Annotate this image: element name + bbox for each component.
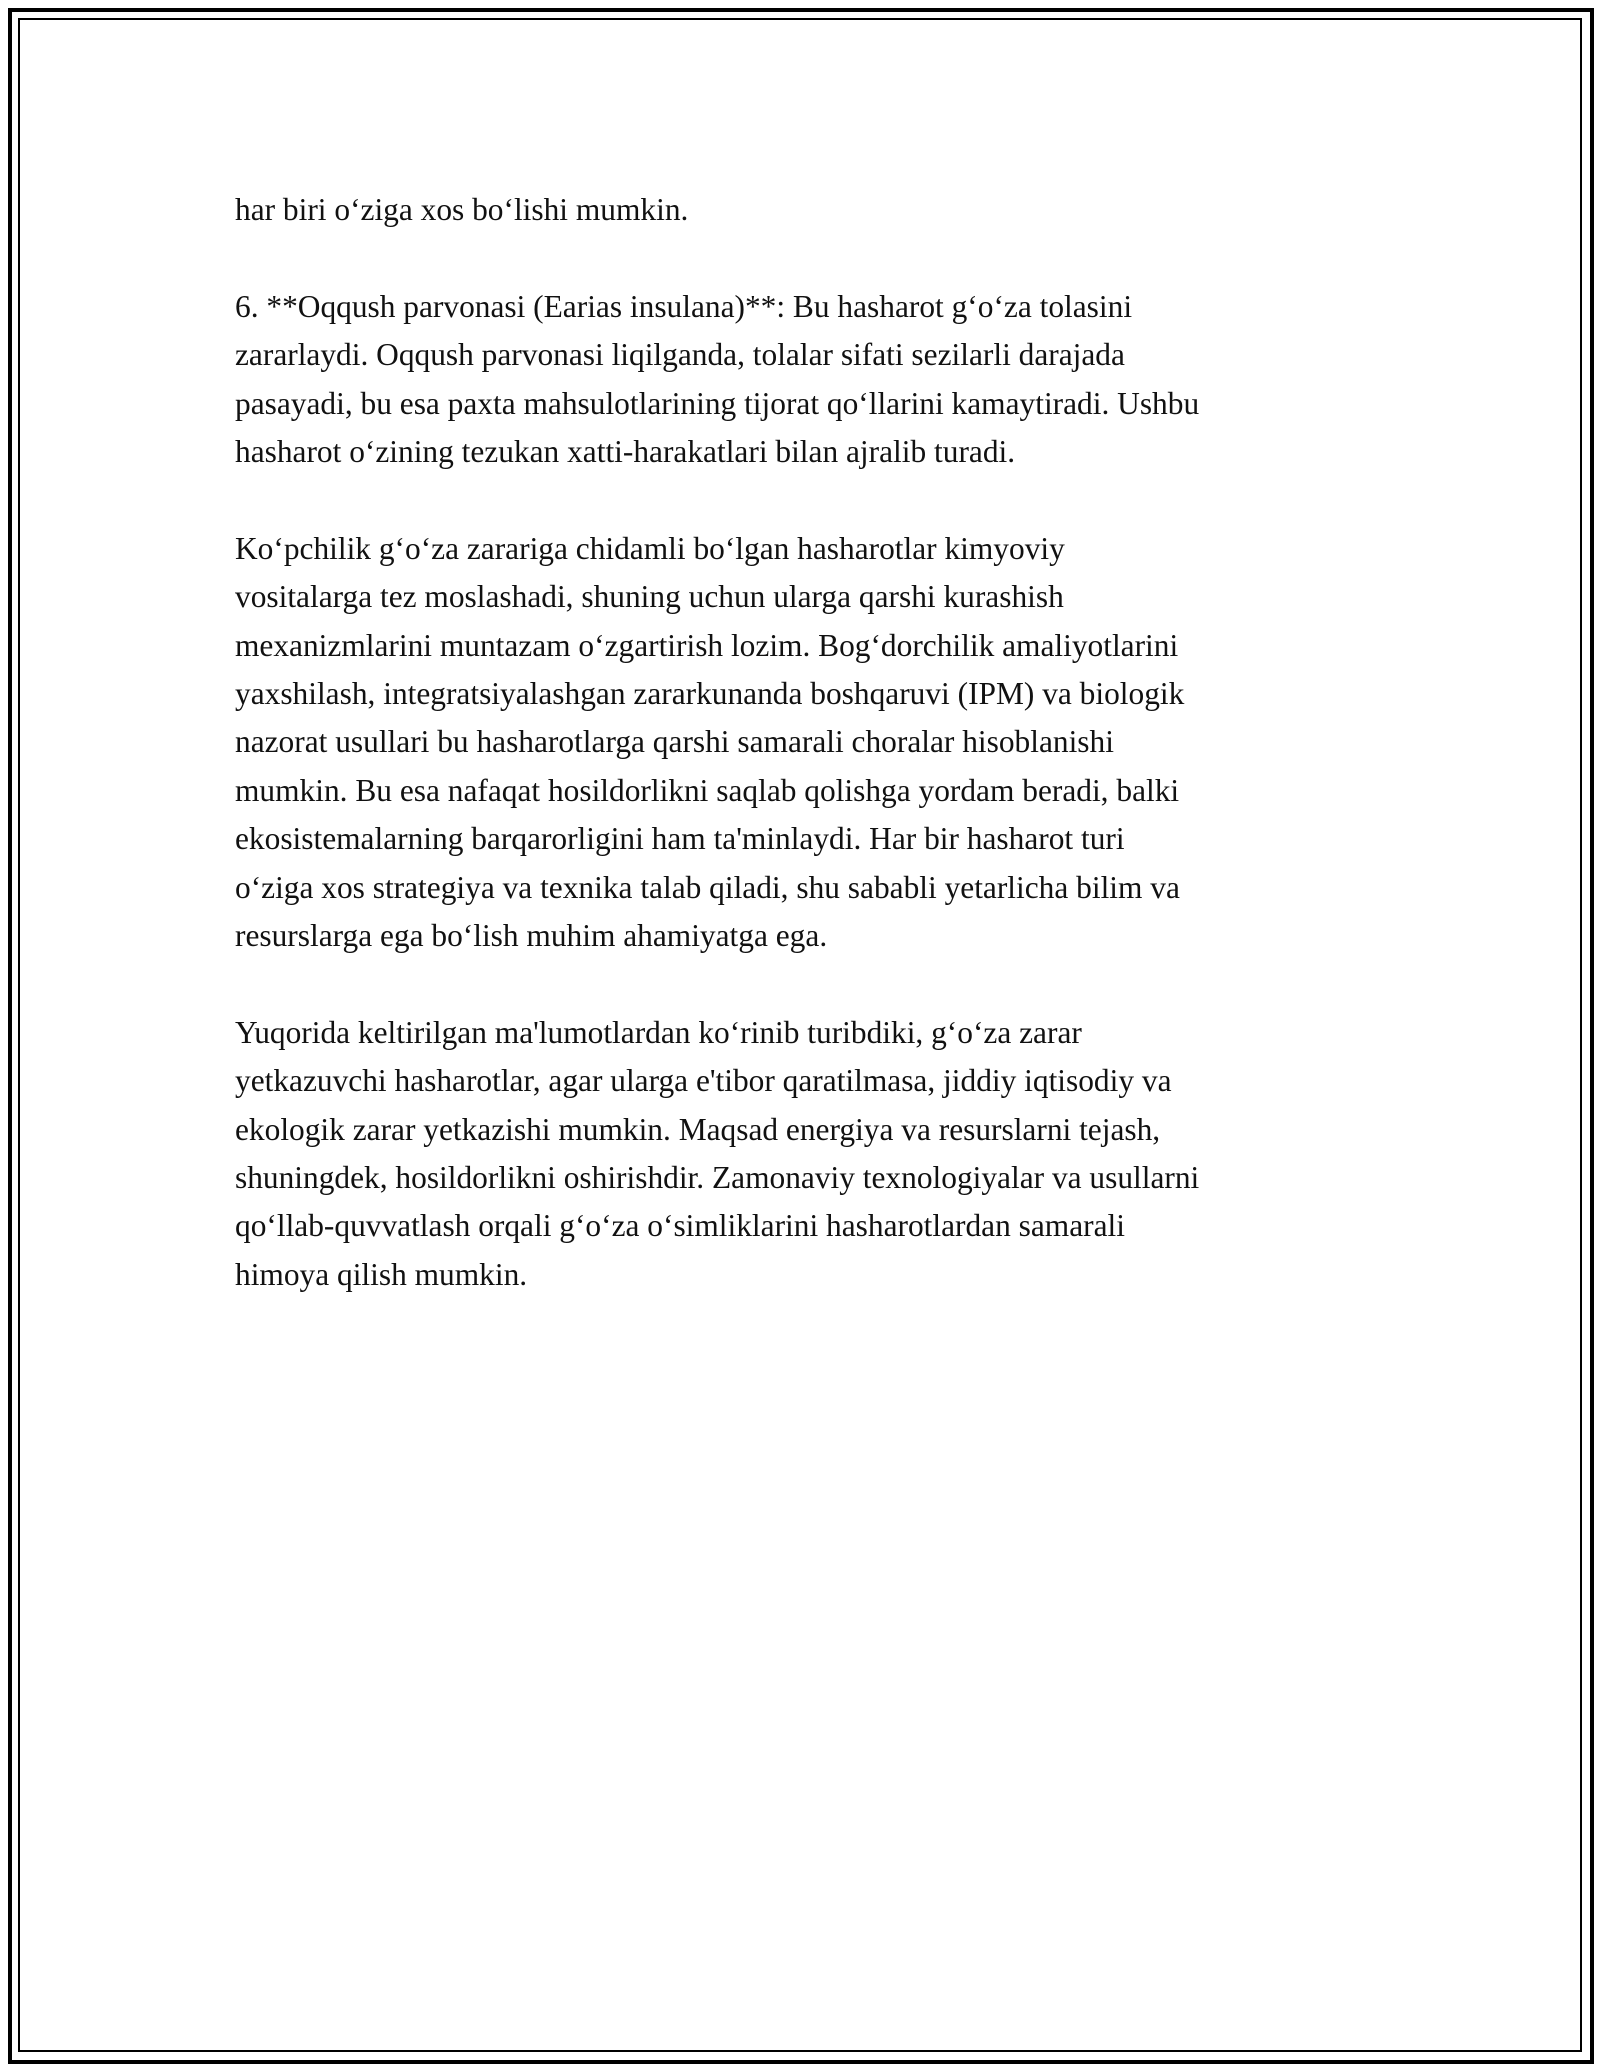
paragraph-resistance-management: Ko‘pchilik g‘o‘za zarariga chidamli bo‘lgan hasharotlar kimyoviy vositalarga tez moslashadi, shuning uchun ularga qarshi kurashish mexanizmlarini muntazam o‘zgartirish lozim. Bog‘dorchilik amaliyotlarini yaxshilash, integratsiyalashgan zararkunanda boshqaruvi (IPM) va biologik nazorat usullari bu hasharotlarga qarshi samarali choralar hisoblanishi mumkin. Bu esa nafaqat hosildorlikni saqlab qolishga yordam beradi, balki ekosistemalarning barqarorligini ham ta'minlaydi. Har bir hasharot turi o‘ziga xos strategiya va texnika talab qiladi, shu sababli yetarlicha bilim va resurslarga ega bo‘lish muhim ahamiyatga ega. — [235, 530, 1185, 954]
paragraph-oqqush-parvonasi: 6. **Oqqush parvonasi (Earias insulana)**: Bu hasharot g‘o‘za tolasini zararlaydi. Oqqush parvonasi liqilganda, tolalar sifati sezilarli darajada pasayadi, bu esa paxta mahsulotlarining tijorat qo‘llarini kamaytiradi. Ushbu hasharot o‘zining tezukan xatti-harakatlari bilan ajralib turadi. — [235, 288, 1200, 470]
paragraph-conclusion: Yuqorida keltirilgan ma'lumotlardan ko‘rinib turibdiki, g‘o‘za zarar yetkazuvchi hasharotlar, agar ularga e'tibor qaratilmasa, jiddiy iqtisodiy va ekologik zarar yetkazishi mumkin. Maqsad energiya va resurslarni tejash, shuningdek, hosildorlikni oshirishdir. Zamonaviy texnologiyalar va usullarni qo‘llab-quvvatlash orqali g‘o‘za o‘simliklarini hasharotlardan samarali himoya qilish mumkin. — [235, 1014, 1200, 1292]
document-body — [235, 186, 1375, 1348]
paragraph-continuation: har biri o‘ziga xos bo‘lishi mumkin. — [235, 192, 689, 227]
